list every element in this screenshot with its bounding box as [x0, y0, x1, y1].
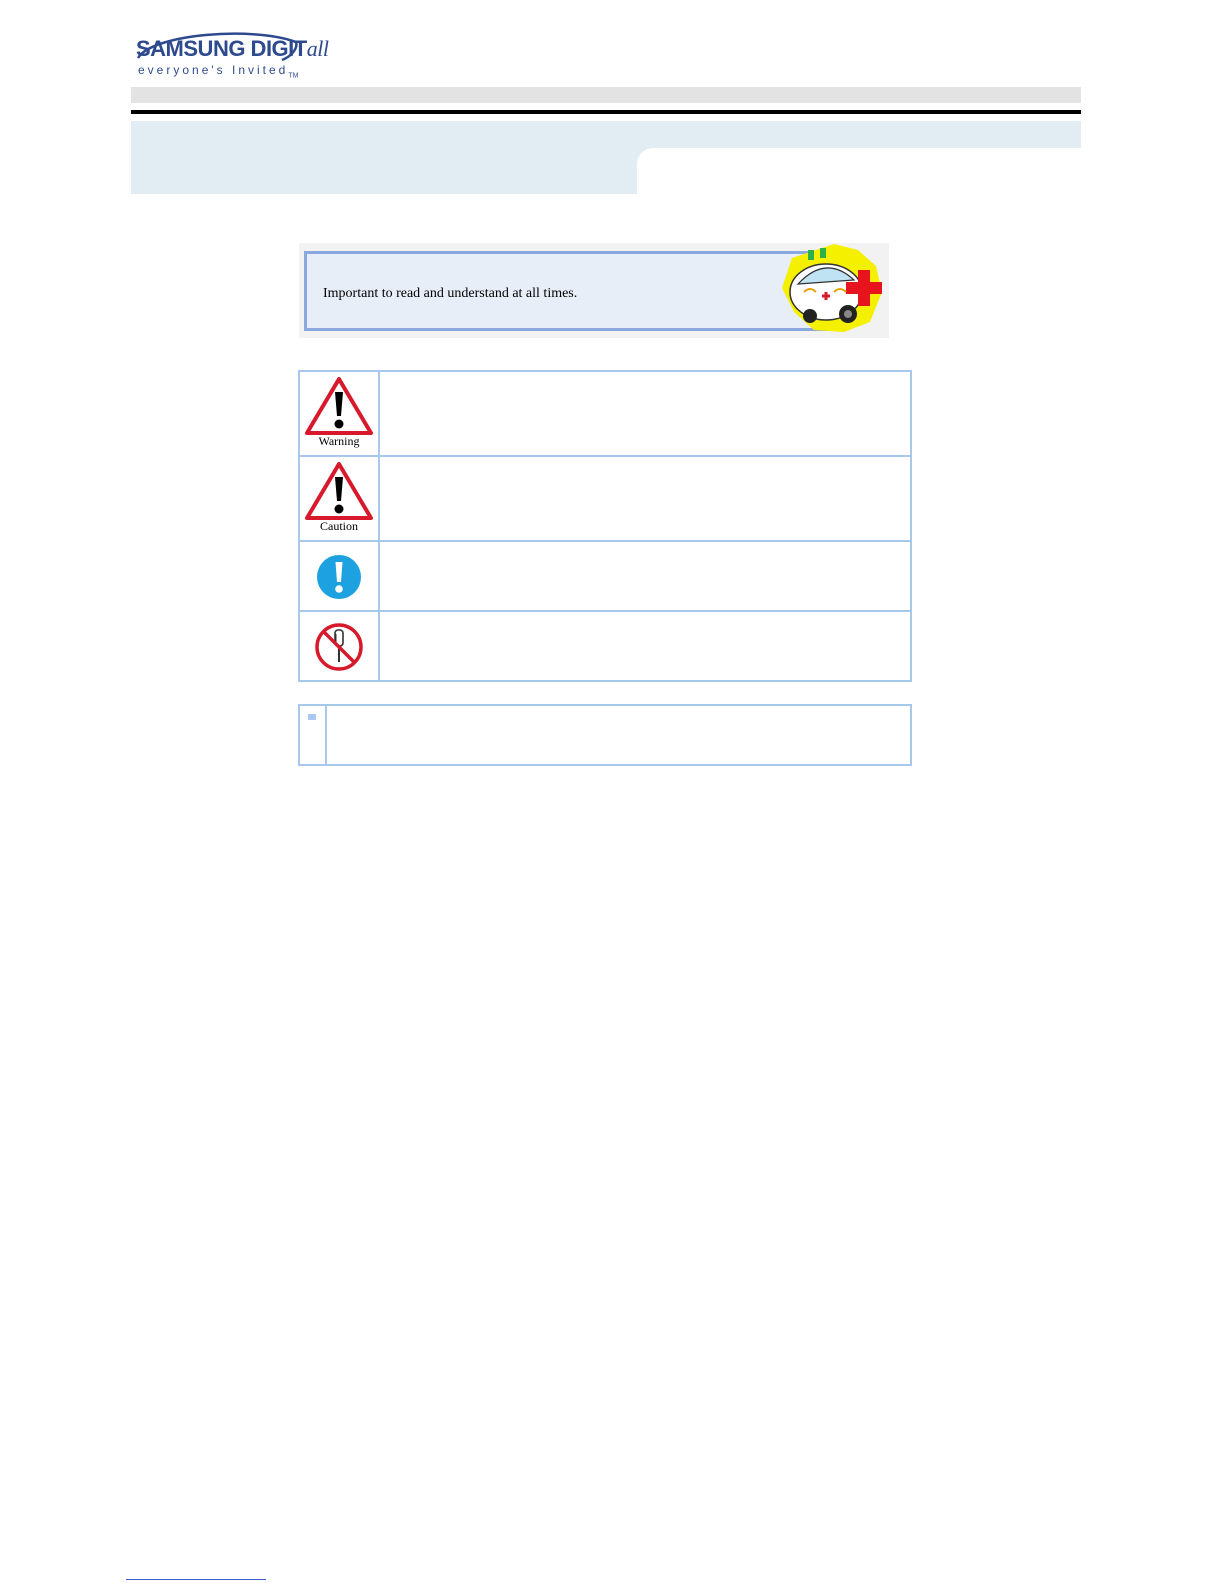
header-rule [131, 110, 1081, 114]
symbol-description [379, 371, 911, 456]
note-row [299, 705, 911, 765]
table-row [299, 371, 911, 456]
symbol-cell [299, 456, 379, 541]
symbol-cell [299, 611, 379, 681]
note-text [326, 705, 911, 765]
exclamation-circle-icon [316, 554, 362, 600]
samsung-logo [132, 28, 329, 84]
table-row [299, 456, 911, 541]
symbol-description [379, 611, 911, 681]
logo-wordmark: SAMSUNG DIGITall [136, 36, 329, 61]
note-bullet-icon [308, 714, 316, 720]
banner-tab-cutout [637, 148, 1081, 194]
do-not-disassemble-icon [314, 622, 364, 672]
important-notice [299, 243, 889, 338]
note-marker [299, 705, 326, 765]
symbol-cell [299, 541, 379, 611]
ambulance-icon [774, 240, 889, 338]
header-gray-bar [131, 87, 1081, 103]
table-row [299, 611, 911, 681]
table-row [299, 541, 911, 611]
symbol-description [379, 456, 911, 541]
caution-triangle-icon [304, 461, 374, 521]
symbol-cell [299, 371, 379, 456]
warning-triangle-icon [304, 376, 374, 436]
symbol-description [379, 541, 911, 611]
symbol-label: Caution [320, 519, 358, 533]
notice-text: Important to read and understand at all times. [323, 286, 578, 301]
note-box [298, 704, 912, 766]
safety-symbols-table [298, 370, 912, 682]
logo-tagline: everyone's Invited$_{TM}$ [138, 63, 299, 80]
footer-link-underline[interactable] [126, 1579, 266, 1580]
symbol-label: Warning [318, 434, 360, 448]
notice-box [304, 251, 847, 331]
